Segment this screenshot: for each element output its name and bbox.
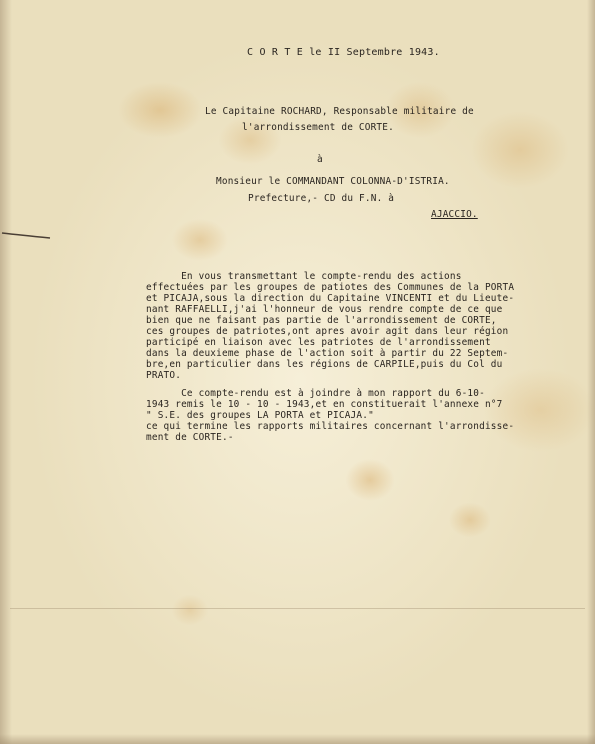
body1-line-7: participé en liaison avec les patriotes de l'arrondissement <box>146 337 491 348</box>
body2-line-3: " S.E. des groupes LA PORTA et PICAJA." <box>146 410 374 421</box>
paper-edge-right <box>587 0 595 744</box>
body2-line-2: 1943 remis le 10 - 10 - 1943,et en constituerait l'annexe n°7 <box>146 399 503 410</box>
body1-line-8: dans la deuxieme phase de l'action soit à partir du 22 Septem- <box>146 348 509 359</box>
body1-line-4: nant RAFFAELLI,j'ai l'honneur de vous rendre compte de ce que <box>146 304 503 315</box>
ink-stroke-mark <box>0 230 54 240</box>
recipient-line-1: Monsieur le COMMANDANT COLONNA-D'ISTRIA. <box>216 176 450 187</box>
paper-edge-bottom <box>0 734 595 744</box>
body2-line-1: Ce compte-rendu est à joindre à mon rapport du 6-10- <box>146 388 485 399</box>
sender-line-1: Le Capitaine ROCHARD, Responsable militaire de <box>205 106 474 117</box>
body1-line-2: effectuées par les groupes de patiotes des Communes de la PORTA <box>146 282 515 293</box>
recipient-line-2: Prefecture,- CD du F.N. à <box>248 193 395 204</box>
body1-line-3: et PICAJA,sous la direction du Capitaine VINCENTI et du Lieute- <box>146 293 515 304</box>
sender-line-2: l'arrondissement de CORTE. <box>242 122 394 133</box>
body2-line-5: ment de CORTE.- <box>146 432 234 443</box>
recipient-line-3: AJACCIO. <box>431 209 478 220</box>
paper-crease <box>10 608 585 609</box>
body1-line-1: En vous transmettant le compte-rendu des actions <box>146 271 462 282</box>
date-line: C O R T E le II Septembre 1943. <box>247 47 440 58</box>
body1-line-5: bien que ne faisant pas partie de l'arrondissement de CORTE, <box>146 315 497 326</box>
body1-line-6: ces groupes de patriotes,ont apres avoir agit dans leur région <box>146 326 509 337</box>
paper-edge-left <box>0 0 12 744</box>
body1-line-10: PRATO. <box>146 370 182 381</box>
body2-line-4: ce qui termine les rapports militaires concernant l'arrondisse- <box>146 421 515 432</box>
to-label: à <box>317 154 323 165</box>
body1-line-9: bre,en particulier dans les régions de CARPILE,puis du Col du <box>146 359 503 370</box>
